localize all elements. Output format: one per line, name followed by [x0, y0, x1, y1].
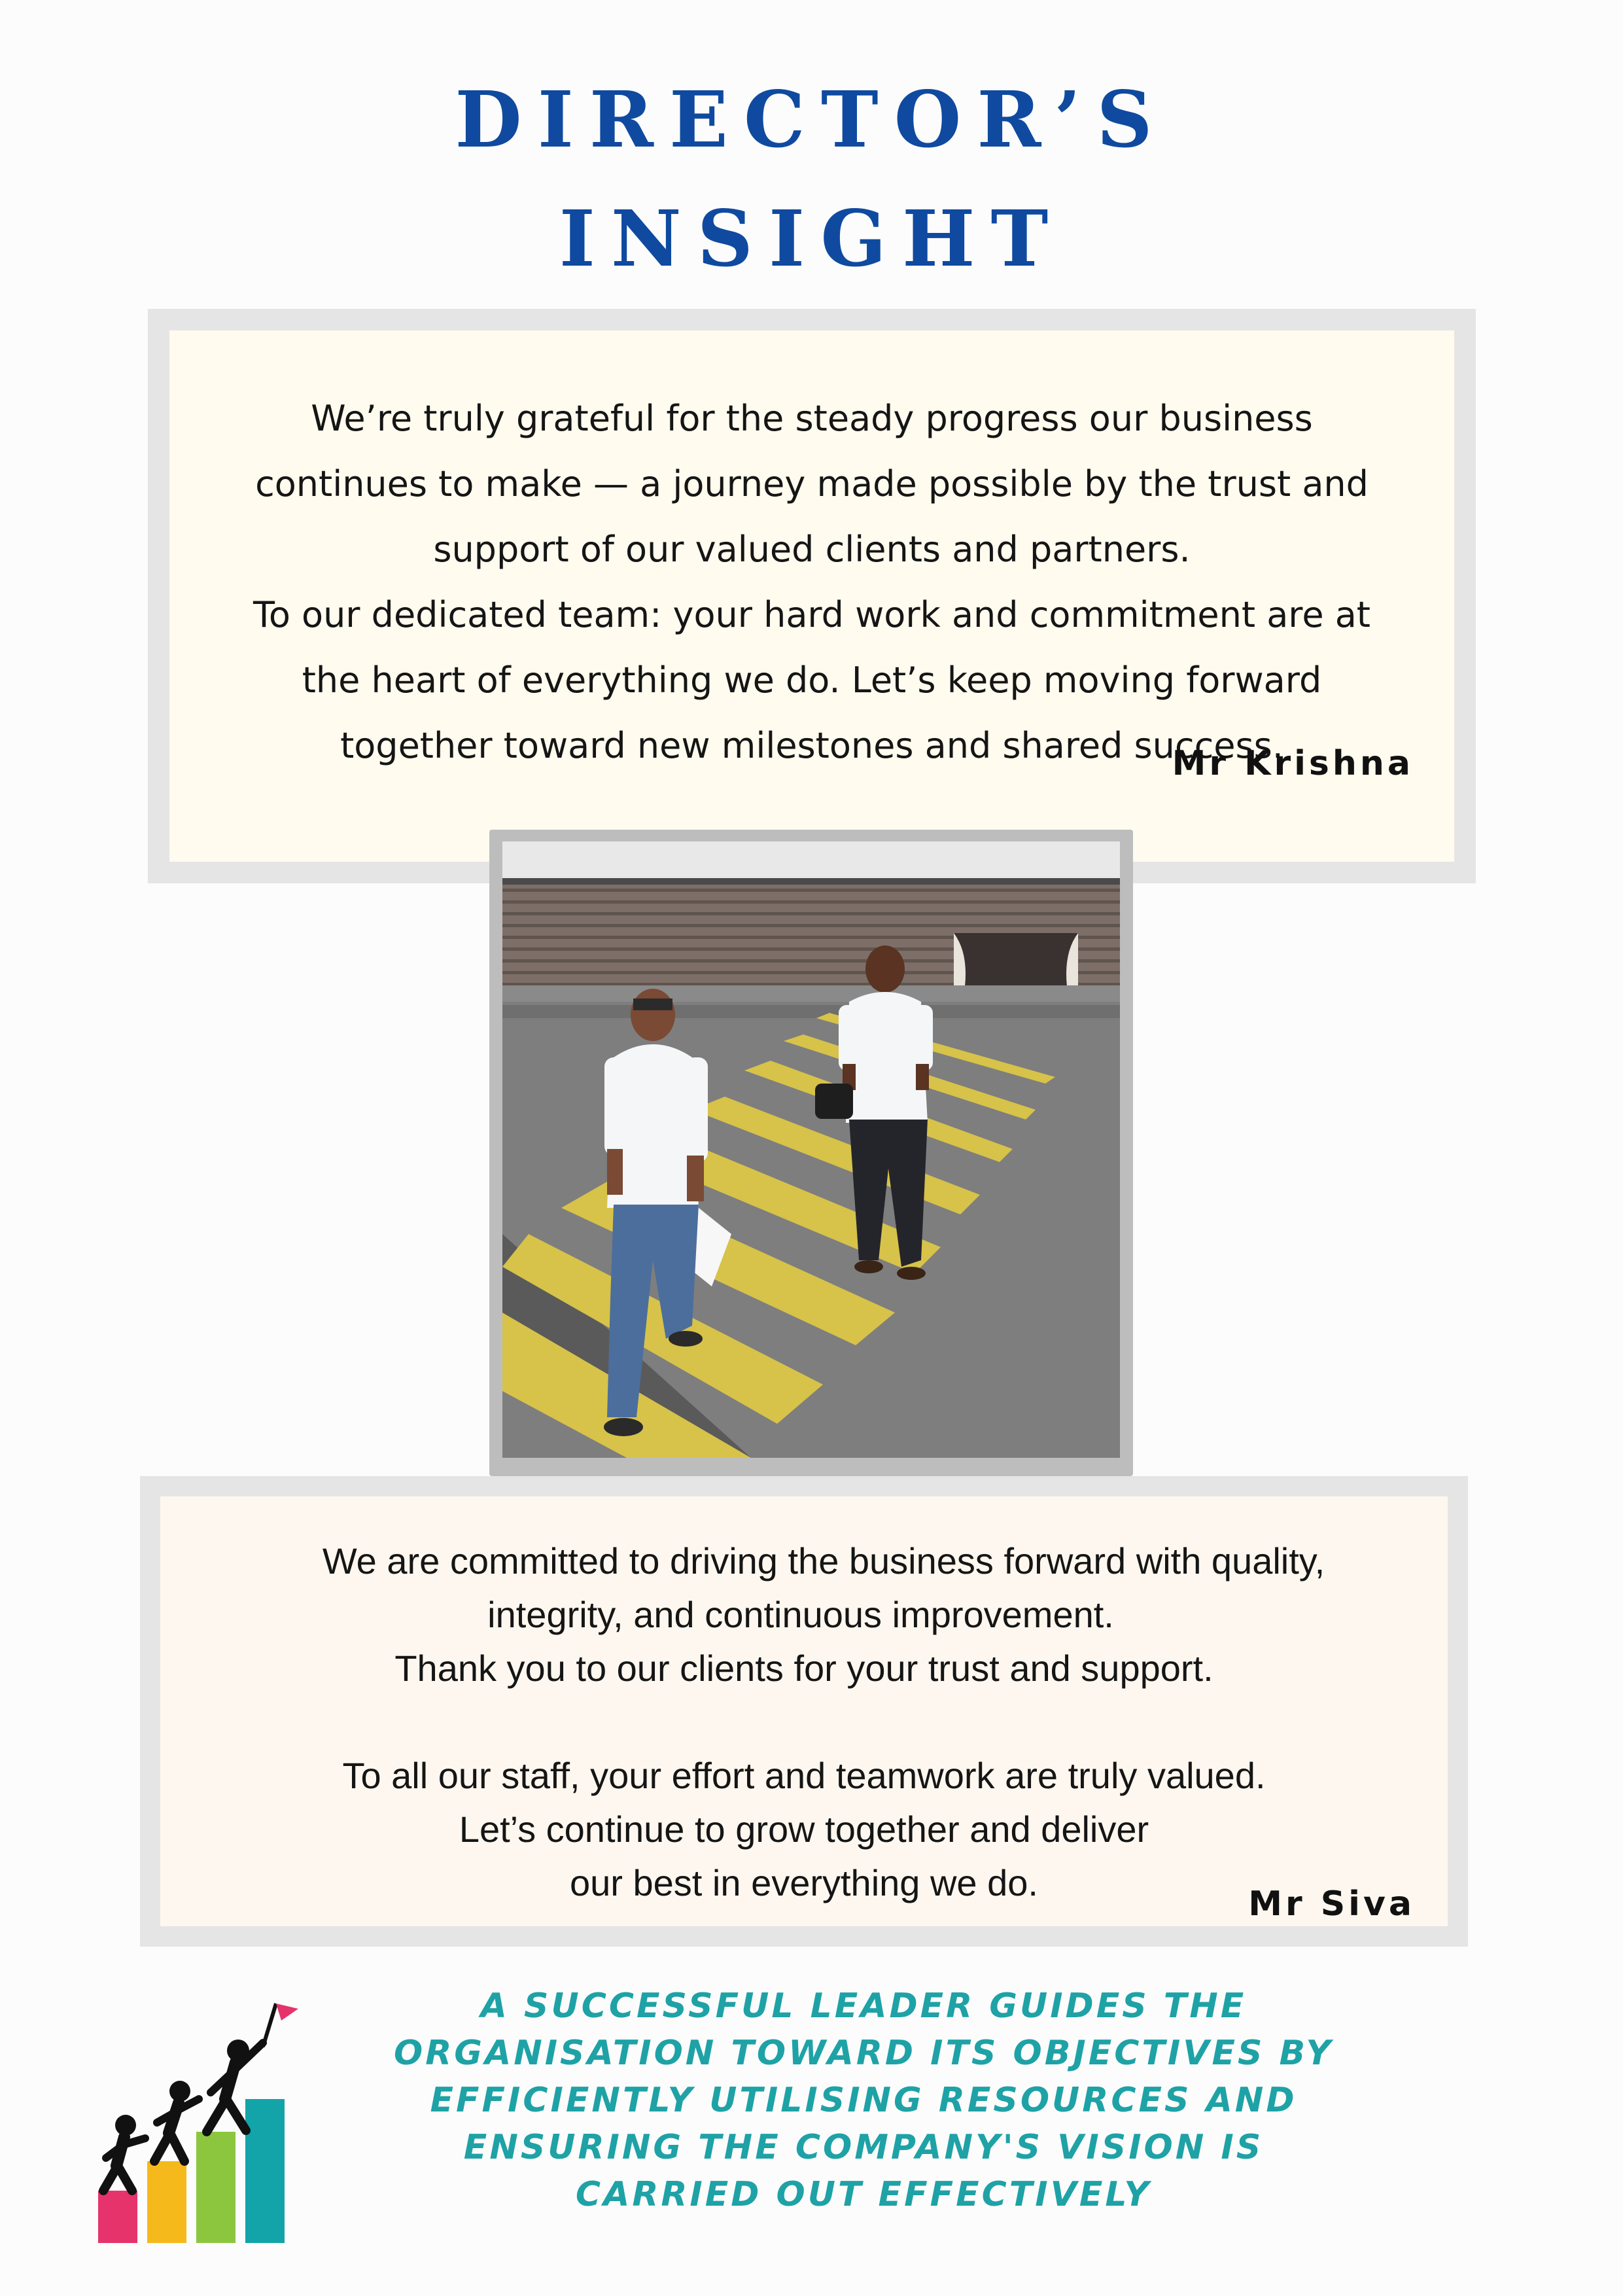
message-line: our best in everything we do.: [570, 1862, 1038, 1903]
message-line: We’re truly grateful for the steady progress our business: [311, 398, 1313, 439]
motto-line: ORGANISATION TOWARD ITS OBJECTIVES BY: [394, 2034, 1333, 2073]
message-card-inner: [160, 1496, 1448, 1926]
message-line: To all our staff, your effort and teamwork are truly valued.: [342, 1755, 1266, 1796]
page-title-line2: INSIGHT: [559, 193, 1064, 284]
photo-frame: [489, 830, 1133, 1476]
photo-illustration: [502, 841, 1120, 1458]
message-line: continues to make — a journey made possible by the trust and: [255, 463, 1369, 504]
motto-line: A SUCCESSFUL LEADER GUIDES THE: [480, 1987, 1247, 2026]
signature-siva: Mr Siva: [1248, 1884, 1415, 1924]
message-line: support of our valued clients and partners.: [433, 529, 1191, 570]
message-card-krishna: [148, 309, 1476, 883]
message-line: together toward new milestones and shared success.: [340, 725, 1283, 766]
page-title-line1: DIRECTOR’S: [455, 74, 1168, 165]
directors-photo: [502, 841, 1120, 1458]
message-line: We are committed to driving the business forward with quality,: [322, 1540, 1325, 1581]
message-line: the heart of everything we do. Let’s keep moving forward: [302, 660, 1322, 701]
message-line: [160, 1695, 1448, 1749]
motto-line: CARRIED OUT EFFECTIVELY: [575, 2175, 1152, 2214]
motto-line: EFFICIENTLY UTILISING RESOURCES AND: [430, 2081, 1297, 2120]
climbing-people-bar-chart-icon: [92, 1994, 321, 2259]
message-text-krishna: [169, 386, 1454, 779]
leadership-motto: [366, 1983, 1361, 2218]
message-card-inner: [169, 330, 1454, 862]
message-line: Let’s continue to grow together and deliver: [459, 1809, 1149, 1850]
message-text-siva: [160, 1534, 1448, 1910]
motto-line: ENSURING THE COMPANY'S VISION IS: [463, 2128, 1264, 2167]
signature-krishna: Mr Krishna: [1172, 744, 1414, 783]
message-line: integrity, and continuous improvement.: [487, 1594, 1114, 1635]
message-card-siva: [140, 1476, 1468, 1947]
message-line: To our dedicated team: your hard work and commitment are at: [253, 594, 1370, 635]
message-line: Thank you to our clients for your trust and support.: [394, 1648, 1213, 1689]
